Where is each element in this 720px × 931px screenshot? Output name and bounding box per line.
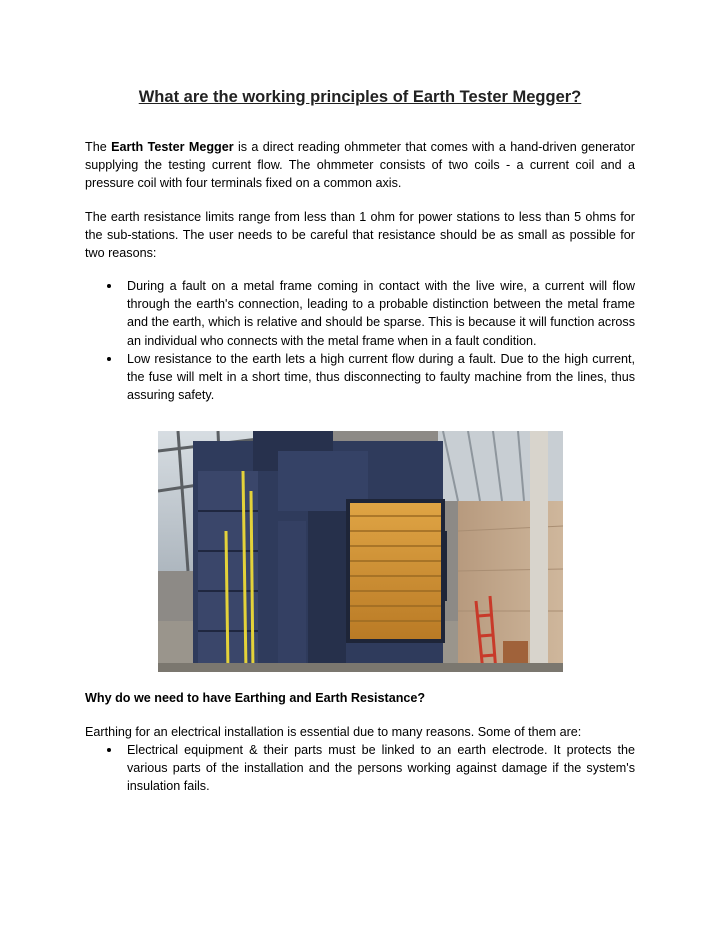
equipment-photo	[158, 431, 563, 672]
reasons-list	[85, 277, 635, 404]
earthing-reasons-list	[85, 741, 635, 796]
resistance-paragraph: The earth resistance limits range from less than 1 ohm for power stations to less than 5 ohms for the sub-stations. The user needs to be careful that resistance should be as small as possible for two reasons:	[85, 210, 635, 261]
list-item: Low resistance to the earth lets a high current flow during a fault. Due to the high current, the fuse will melt in a short time, thus disconnecting to faulty machine from the lines, thus assuring safety.	[85, 350, 635, 405]
equipment-photo-illustration	[158, 431, 563, 672]
section-heading: Why do we need to have Earthing and Earth Resistance?	[85, 691, 426, 705]
intro-suffix: is a direct reading ohmmeter that comes with a hand-driven generator supplying the testing current flow. The ohmmeter consists of two coils - a current coil and a pressure coil with four terminals fixed on a common axis.	[85, 140, 635, 191]
intro-bold-term: Earth Tester Megger	[111, 140, 234, 154]
earthing-intro-paragraph: Earthing for an electrical installation is essential due to many reasons. Some of them are:	[85, 725, 582, 739]
page-title: What are the working principles of Earth Tester Megger?	[138, 88, 582, 106]
intro-paragraph	[85, 138, 635, 193]
list-item: Electrical equipment & their parts must be linked to an earth electrode. It protects the various parts of the installation and the persons working against damage if the system's insulation fails.	[85, 741, 635, 796]
list-item: During a fault on a metal frame coming in contact with the live wire, a current will flow through the earth's connection, leading to a probable distinction between the metal frame and the earth, which is relative and should be sparse. This is because it will function across an individual who connects with the metal frame when in a fault condition.	[85, 277, 635, 350]
intro-prefix: The	[85, 140, 112, 154]
